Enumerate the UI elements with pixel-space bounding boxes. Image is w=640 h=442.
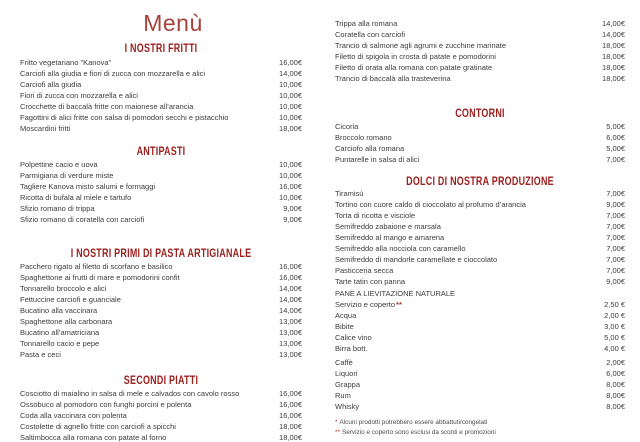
menu-item-row	[335, 18, 625, 29]
menu-item-row	[20, 203, 302, 214]
item-name: Trippa alla romana	[335, 19, 398, 28]
item-name: Semifreddo di mandorle caramellate e cioccolato	[335, 255, 498, 264]
footnote-text: Alcuni prodotti potrebbero essere abbattuti/congelati	[339, 419, 488, 426]
menu-item-row	[335, 232, 625, 243]
item-name: Tagliere Kanova misto salumi e formaggi	[20, 182, 156, 191]
item-price: 18,00€	[602, 63, 625, 72]
item-name: Grappa	[335, 380, 361, 389]
menu-item-row	[335, 299, 625, 310]
item-price: 9,00€	[283, 215, 302, 224]
item-name: Sfizio romano di coratella con carciofi	[20, 215, 145, 224]
menu-item-row	[335, 332, 625, 343]
menu-item-row	[20, 421, 302, 432]
menu-item-row	[20, 316, 302, 327]
item-footnote-marker: **	[396, 300, 402, 309]
section-header-primi: I NOSTRI PRIMI DI PASTA ARTIGIANALE	[70, 248, 252, 260]
menu-item-row	[335, 368, 625, 379]
item-name: Pacchero rigato al filetto di scorfano e basilico	[20, 262, 173, 271]
menu-item-row	[20, 349, 302, 360]
item-price: 16,00€	[279, 411, 302, 420]
item-name: Carciofo alla romana	[335, 144, 405, 153]
section-header-secondi: SECONDI PIATTI	[123, 375, 199, 387]
item-price: 7,00€	[606, 244, 625, 253]
menu-item-row	[20, 123, 302, 134]
item-price: 7,00€	[606, 266, 625, 275]
menu-item-row	[20, 170, 302, 181]
section-items-primi	[20, 261, 302, 360]
menu-item-row	[335, 210, 625, 221]
menu-item-row	[20, 432, 302, 442]
item-name: Carciofi alla giudia e fiori di zucca con mozzarella e alici	[20, 69, 206, 78]
menu-item-row	[20, 261, 302, 272]
footnote-marker: *	[335, 419, 338, 426]
item-price: 8,00€	[606, 391, 625, 400]
section-fritti	[20, 43, 302, 134]
item-price: 10,00€	[279, 80, 302, 89]
item-price: 6,00€	[606, 369, 625, 378]
item-price: 18,00€	[602, 52, 625, 61]
menu-item-row	[335, 73, 625, 84]
item-price: 16,00€	[279, 273, 302, 282]
menu-item-row	[335, 51, 625, 62]
menu-item-row	[20, 214, 302, 225]
item-price: 14,00€	[279, 284, 302, 293]
menu-item-row	[20, 283, 302, 294]
item-price: 5,00 €	[604, 333, 625, 342]
item-name: Bucatino all’amatriciana	[20, 328, 100, 337]
menu-item-row	[20, 399, 302, 410]
item-price: 5,00€	[606, 122, 625, 131]
item-name: Pasticceria secca	[335, 266, 394, 275]
menu-item-row	[20, 57, 302, 68]
menu-item-row	[335, 40, 625, 51]
item-name: Tonnarello broccolo e alici	[20, 284, 107, 293]
item-price: 18,00€	[602, 41, 625, 50]
item-price: 7,00€	[606, 155, 625, 164]
item-price: 8,00€	[606, 402, 625, 411]
item-name: Costolette di agnello fritte con carciofi a spicchi	[20, 422, 176, 431]
menu-item-row	[335, 401, 625, 412]
menu-item-row	[20, 68, 302, 79]
item-price: 13,00€	[279, 317, 302, 326]
menu-item-row	[20, 159, 302, 170]
menu-item-row	[20, 90, 302, 101]
menu-item-row	[335, 62, 625, 73]
menu-item-row	[335, 379, 625, 390]
section-items-pane	[335, 299, 625, 354]
section-secondi	[20, 375, 302, 442]
item-name: Coda alla vaccinara con polenta	[20, 411, 127, 420]
item-name: Calice vino	[335, 333, 372, 342]
item-price: 13,00€	[279, 350, 302, 359]
menu-item-row	[335, 29, 625, 40]
item-price: 10,00€	[279, 91, 302, 100]
menu-item-row	[20, 410, 302, 421]
item-name: Bucatino alla vaccinara	[20, 306, 98, 315]
item-price: 16,00€	[279, 262, 302, 271]
item-price: 14,00€	[279, 306, 302, 315]
menu-item-row	[335, 343, 625, 354]
item-price: 13,00€	[279, 328, 302, 337]
item-name: Moscardini fritti	[20, 124, 71, 133]
item-name: Polpettine cacio e uova	[20, 160, 98, 169]
item-name: Parmigiana di verdure miste	[20, 171, 114, 180]
item-price: 2,50 €	[604, 300, 625, 309]
item-price: 14,00€	[279, 295, 302, 304]
item-name: Semifreddo alla nocciola con caramello	[335, 244, 466, 253]
item-price: 7,00€	[606, 255, 625, 264]
menu-left-column	[20, 0, 302, 442]
item-name: Caffè	[335, 358, 353, 367]
menu-item-row	[20, 272, 302, 283]
item-name: Crocchette di baccalà fritte con maionese all’arancia	[20, 102, 194, 111]
item-price: 18,00€	[279, 422, 302, 431]
item-name: Bibite	[335, 322, 354, 331]
item-name: Fritto vegetariano "Kanova"	[20, 58, 112, 67]
item-name: Fettuccine carciofi e guanciale	[20, 295, 121, 304]
menu-item-row	[20, 305, 302, 316]
item-name: Servizio e coperto	[335, 300, 396, 309]
section-pane	[335, 289, 625, 354]
item-name: Sfizio romano di trippa	[20, 204, 95, 213]
item-name: Tortino con cuore caldo di cioccolato al profumo d’arancia	[335, 200, 526, 209]
item-price: 14,00€	[602, 30, 625, 39]
footnote-marker: **	[335, 429, 340, 436]
section-primi	[20, 248, 302, 360]
item-price: 7,00€	[606, 189, 625, 198]
pane-section-label: PANE A LIEVITAZIONE NATURALE	[335, 289, 456, 298]
item-name: Whisky	[335, 402, 360, 411]
menu-item-row	[20, 327, 302, 338]
item-name: Carciofi alla giudia	[20, 80, 82, 89]
menu-item-row	[20, 388, 302, 399]
menu-item-row	[335, 321, 625, 332]
menu-item-row	[20, 79, 302, 90]
item-name: Fagottini di alici fritte con salsa di pomodori secchi e pistacchio	[20, 113, 229, 122]
menu-item-row	[335, 310, 625, 321]
item-price: 16,00€	[279, 389, 302, 398]
menu-item-row	[20, 181, 302, 192]
footnotes	[335, 418, 625, 438]
item-name: Tarte tatin con panna	[335, 277, 406, 286]
item-name: Filetto di orata alla romana con patate gratinate	[335, 63, 493, 72]
item-name: Liquori	[335, 369, 358, 378]
menu-item-row	[335, 143, 625, 154]
section-items-secondi-continued	[335, 18, 625, 84]
menu-item-row	[335, 243, 625, 254]
menu-item-row	[335, 265, 625, 276]
item-price: 7,00€	[606, 222, 625, 231]
footnote-line	[335, 428, 625, 438]
item-price: 10,00€	[279, 102, 302, 111]
section-items-antipasti	[20, 159, 302, 225]
menu-item-row	[20, 192, 302, 203]
item-name: Semifreddo zabaione e marsala	[335, 222, 441, 231]
item-name: Torta di ricotta e visciole	[335, 211, 416, 220]
item-name: Cosciotto di maialino in salsa di mele e calvados con cavolo rosso	[20, 389, 240, 398]
item-name: Fiori di zucca con mozzarella e alici	[20, 91, 138, 100]
item-price: 9,00€	[606, 277, 625, 286]
item-name: Pasta e ceci	[20, 350, 61, 359]
section-items-dolci	[335, 188, 625, 287]
item-price: 14,00€	[279, 69, 302, 78]
section-header-dolci: DOLCI DI NOSTRA PRODUZIONE	[406, 176, 554, 188]
section-antipasti	[20, 146, 302, 225]
item-name: Tiramisù	[335, 189, 364, 198]
item-price: 8,00€	[606, 380, 625, 389]
menu-item-row	[335, 390, 625, 401]
item-name: Puntarelle in salsa di alici	[335, 155, 420, 164]
item-price: 3,00 €	[604, 322, 625, 331]
item-price: 6,00€	[606, 133, 625, 142]
item-name: Broccolo romano	[335, 133, 392, 142]
item-price: 9,00€	[606, 200, 625, 209]
item-name: Filetto di spigola in crosta di patate e pomodorini	[335, 52, 496, 61]
menu-item-row	[335, 132, 625, 143]
menu-item-row	[20, 101, 302, 112]
menu-item-row	[335, 154, 625, 165]
item-name: Saltimbocca alla romana con patate al forno	[20, 433, 167, 442]
menu-right-column	[335, 0, 625, 438]
menu-item-row	[335, 221, 625, 232]
section-header-contorni: CONTORNI	[455, 108, 505, 120]
item-price: 10,00€	[279, 113, 302, 122]
menu-item-row	[20, 112, 302, 123]
item-price: 10,00€	[279, 160, 302, 169]
item-price: 9,00€	[283, 204, 302, 213]
item-name: Spaghettone ai frutti di mare e pomodorini confit	[20, 273, 180, 282]
item-name: Acqua	[335, 311, 357, 320]
item-price: 10,00€	[279, 193, 302, 202]
item-name: Ricotta di bufala al miele e tartufo	[20, 193, 132, 202]
item-price: 10,00€	[279, 171, 302, 180]
item-name: Rum	[335, 391, 351, 400]
menu-item-row	[335, 254, 625, 265]
item-name: Spaghettone alla carbonara	[20, 317, 113, 326]
item-name: Tonnarello cacio e pepe	[20, 339, 100, 348]
item-price: 7,00€	[606, 233, 625, 242]
item-price: 18,00€	[279, 124, 302, 133]
menu-item-row	[335, 357, 625, 368]
section-items-drinks	[335, 357, 625, 412]
footnote-line	[335, 418, 625, 428]
item-name: Trancio di salmone agli agrumi e zucchine marinate	[335, 41, 507, 50]
item-name: Cicoria	[335, 122, 359, 131]
item-price: 2,00 €	[604, 311, 625, 320]
item-price: 18,00€	[602, 74, 625, 83]
item-name: Trancio di baccalà alla trasteverina	[335, 74, 451, 83]
section-items-contorni	[335, 121, 625, 165]
item-price: 5,00€	[606, 144, 625, 153]
item-price: 2,00€	[606, 358, 625, 367]
section-header-antipasti: ANTIPASTI	[136, 146, 186, 158]
section-items-fritti	[20, 57, 302, 134]
footnote-text: Servizio e coperto sono esclusi da sconti e promozioni	[341, 429, 496, 436]
item-price: 7,00€	[606, 211, 625, 220]
menu-item-row	[335, 199, 625, 210]
menu-item-row	[20, 294, 302, 305]
item-price: 13,00€	[279, 339, 302, 348]
item-name: Coratella con carciofi	[335, 30, 406, 39]
item-price: 16,00€	[279, 182, 302, 191]
item-price: 16,00€	[279, 58, 302, 67]
menu-item-row	[335, 121, 625, 132]
item-price: 4,00 €	[604, 344, 625, 353]
menu-item-row	[20, 338, 302, 349]
item-price: 14,00€	[602, 19, 625, 28]
section-header-fritti: I NOSTRI FRITTI	[124, 43, 198, 55]
item-price: 16,00€	[279, 400, 302, 409]
section-items-secondi	[20, 388, 302, 442]
menu-item-row	[335, 276, 625, 287]
item-name: Semifreddo al mango e amarena	[335, 233, 445, 242]
item-price: 18,00€	[279, 433, 302, 442]
section-dolci	[335, 176, 625, 287]
section-contorni	[335, 108, 625, 165]
item-name: Ossobuco al pomodoro con funghi porcini e polenta	[20, 400, 192, 409]
item-name: Birra bott.	[335, 344, 368, 353]
menu-item-row	[335, 188, 625, 199]
page-title: Menù	[143, 10, 203, 36]
